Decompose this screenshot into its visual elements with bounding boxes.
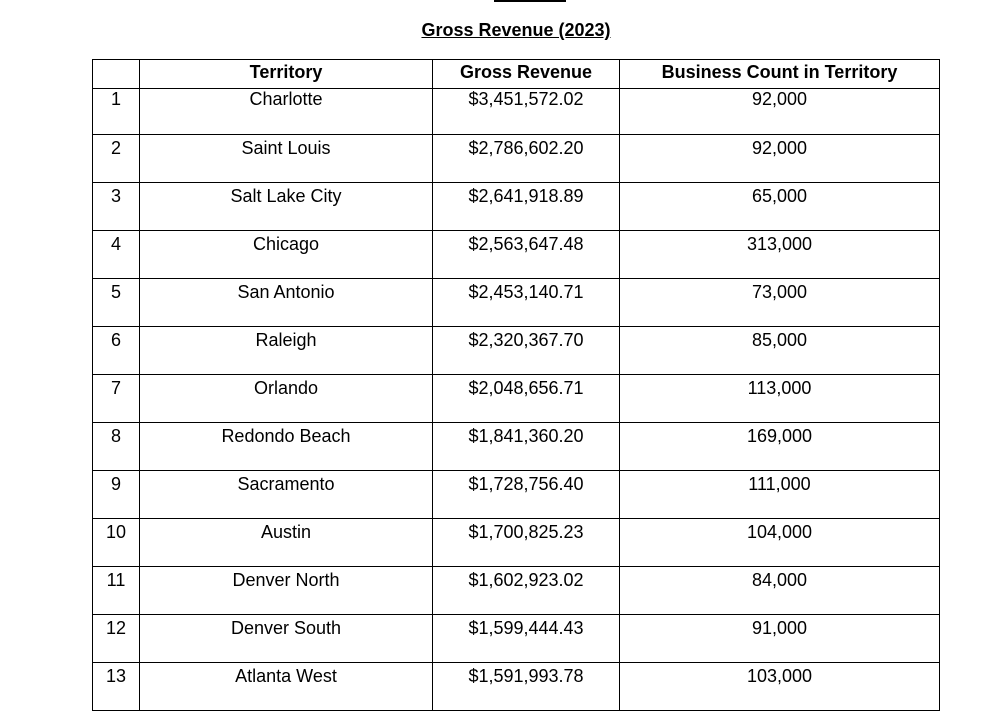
row-number-cell: 8: [93, 423, 140, 471]
top-rule-divider: [494, 0, 566, 2]
row-number-cell: 2: [93, 135, 140, 183]
table-row: [93, 183, 940, 231]
header-business-count: Business Count in Territory: [620, 60, 940, 89]
table-row: [93, 615, 940, 663]
row-number-cell: 1: [93, 89, 140, 135]
revenue-table: [92, 59, 940, 711]
territory-cell: San Antonio: [140, 279, 433, 327]
business-count-cell: 91,000: [620, 615, 940, 663]
gross-revenue-cell: $2,453,140.71: [433, 279, 620, 327]
row-number-cell: 4: [93, 231, 140, 279]
territory-cell: Charlotte: [140, 89, 433, 135]
business-count-cell: 313,000: [620, 231, 940, 279]
row-number-cell: 6: [93, 327, 140, 375]
gross-revenue-cell: $1,591,993.78: [433, 663, 620, 711]
territory-cell: Austin: [140, 519, 433, 567]
row-number-cell: 9: [93, 471, 140, 519]
gross-revenue-cell: $1,700,825.23: [433, 519, 620, 567]
document-title: Gross Revenue (2023): [421, 20, 611, 40]
table-row: [93, 327, 940, 375]
gross-revenue-cell: $2,048,656.71: [433, 375, 620, 423]
business-count-cell: 113,000: [620, 375, 940, 423]
header-number: [93, 60, 140, 89]
table-row: [93, 375, 940, 423]
territory-cell: Denver South: [140, 615, 433, 663]
row-number-cell: 11: [93, 567, 140, 615]
row-number-cell: 10: [93, 519, 140, 567]
row-number-cell: 3: [93, 183, 140, 231]
territory-cell: Sacramento: [140, 471, 433, 519]
territory-cell: Saint Louis: [140, 135, 433, 183]
territory-cell: Salt Lake City: [140, 183, 433, 231]
table-row: [93, 663, 940, 711]
table-row: [93, 423, 940, 471]
table-header-row: [93, 60, 940, 89]
gross-revenue-cell: $2,320,367.70: [433, 327, 620, 375]
gross-revenue-cell: $1,728,756.40: [433, 471, 620, 519]
territory-cell: Orlando: [140, 375, 433, 423]
business-count-cell: 65,000: [620, 183, 940, 231]
business-count-cell: 73,000: [620, 279, 940, 327]
row-number-cell: 5: [93, 279, 140, 327]
table-row: [93, 567, 940, 615]
territory-cell: Chicago: [140, 231, 433, 279]
gross-revenue-cell: $1,602,923.02: [433, 567, 620, 615]
table-row: [93, 231, 940, 279]
row-number-cell: 7: [93, 375, 140, 423]
header-gross-revenue: Gross Revenue: [433, 60, 620, 89]
gross-revenue-cell: $2,641,918.89: [433, 183, 620, 231]
table-body: [93, 89, 940, 711]
territory-cell: Denver North: [140, 567, 433, 615]
business-count-cell: 92,000: [620, 89, 940, 135]
table-row: [93, 471, 940, 519]
business-count-cell: 85,000: [620, 327, 940, 375]
table-row: [93, 519, 940, 567]
business-count-cell: 111,000: [620, 471, 940, 519]
business-count-cell: 92,000: [620, 135, 940, 183]
table-row: [93, 89, 940, 135]
territory-cell: Atlanta West: [140, 663, 433, 711]
business-count-cell: 104,000: [620, 519, 940, 567]
table-row: [93, 279, 940, 327]
table-row: [93, 135, 940, 183]
territory-cell: Raleigh: [140, 327, 433, 375]
gross-revenue-cell: $3,451,572.02: [433, 89, 620, 135]
gross-revenue-cell: $1,599,444.43: [433, 615, 620, 663]
gross-revenue-cell: $2,563,647.48: [433, 231, 620, 279]
gross-revenue-cell: $1,841,360.20: [433, 423, 620, 471]
gross-revenue-cell: $2,786,602.20: [433, 135, 620, 183]
row-number-cell: 13: [93, 663, 140, 711]
row-number-cell: 12: [93, 615, 140, 663]
business-count-cell: 169,000: [620, 423, 940, 471]
business-count-cell: 84,000: [620, 567, 940, 615]
header-territory: Territory: [140, 60, 433, 89]
territory-cell: Redondo Beach: [140, 423, 433, 471]
business-count-cell: 103,000: [620, 663, 940, 711]
